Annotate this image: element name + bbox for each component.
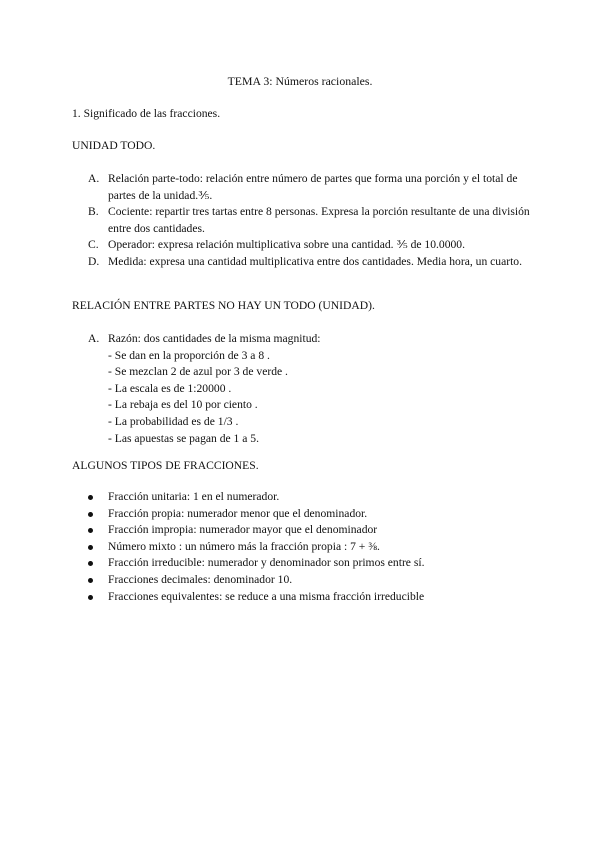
list-item — [72, 572, 532, 589]
list-marker: B. — [88, 205, 99, 219]
list-item-text: Cociente: repartir tres tartas entre 8 personas. Expresa la porción resultante de una división entre dos cantidades. — [108, 205, 530, 235]
example-item: - La escala es de 1:20000 . — [108, 381, 232, 395]
list-item-text: Fracción propia: numerador menor que el denominador. — [108, 506, 368, 520]
list-item-text: Fracción unitaria: 1 en el numerador. — [108, 490, 280, 503]
list-item-text: Relación parte-todo: relación entre número de partes que forma una porción y el total de partes de la unidad.⅗. — [108, 172, 518, 202]
section-significado: 1. Significado de las fracciones. — [72, 107, 221, 120]
list-item-text: Operador: expresa relación multiplicativa sobre una cantidad. ⅗ de 10.0000. — [108, 238, 465, 252]
list-item — [72, 522, 532, 539]
list-item-text: Fracciones equivalentes: se reduce a una misma fracción irreducible — [108, 589, 425, 603]
example-item: - Se mezclan 2 de azul por 3 de verde . — [108, 365, 288, 379]
razon-examples — [108, 348, 532, 448]
bullet-icon — [88, 561, 93, 566]
example-item: - Se dan en la proporción de 3 a 8 . — [108, 348, 270, 362]
list-item-cociente — [72, 204, 532, 237]
bullet-icon — [88, 495, 93, 500]
list-marker: A. — [88, 172, 100, 185]
list-item-text: Medida: expresa una cantidad multiplicativa entre dos cantidades. Media hora, un cuarto. — [108, 254, 523, 268]
example-item: - La rebaja es del 10 por ciento . — [108, 398, 258, 412]
list-item-text: Fracción impropia: numerador mayor que el denominador — [108, 523, 378, 537]
list-marker: A. — [88, 332, 100, 345]
list-item-medida — [72, 254, 532, 271]
list-item-razon — [72, 331, 532, 447]
list-item-relacion-parte-todo — [72, 171, 532, 204]
list-item — [72, 555, 532, 572]
list-marker: D. — [88, 254, 100, 268]
list-item-text: Fracciones decimales: denominador 10. — [108, 572, 293, 586]
list-item — [72, 539, 532, 556]
heading-relacion-partes: RELACIÓN ENTRE PARTES NO HAY UN TODO (UNIDAD). — [72, 299, 375, 312]
bullet-icon — [88, 512, 93, 517]
bullet-icon — [88, 528, 93, 533]
example-item: - La probabilidad es de 1/3 . — [108, 414, 239, 428]
example-item: - Las apuestas se pagan de 1 a 5. — [108, 431, 259, 445]
relacion-partes-list — [72, 331, 532, 447]
list-item — [72, 489, 532, 506]
heading-unidad-todo: UNIDAD TODO. — [72, 139, 156, 152]
list-item-text: Fracción irreducible: numerador y denominador son primos entre sí. — [108, 556, 425, 570]
list-item-text: Número mixto : un número más la fracción propia : 7 + ⅜. — [108, 539, 380, 553]
document-title: TEMA 3: Números racionales. — [227, 74, 373, 88]
list-item-operador — [72, 237, 532, 254]
list-marker: C. — [88, 238, 99, 252]
bullet-icon — [88, 578, 93, 583]
list-item — [72, 506, 532, 523]
bullet-icon — [88, 595, 93, 600]
unidad-todo-list — [72, 171, 532, 271]
list-item — [72, 589, 532, 606]
list-item-text: Razón: dos cantidades de la misma magnitud: — [108, 332, 321, 345]
heading-tipos-fracciones: ALGUNOS TIPOS DE FRACCIONES. — [72, 459, 259, 472]
bullet-icon — [88, 545, 93, 550]
tipos-fracciones-list — [72, 489, 532, 605]
